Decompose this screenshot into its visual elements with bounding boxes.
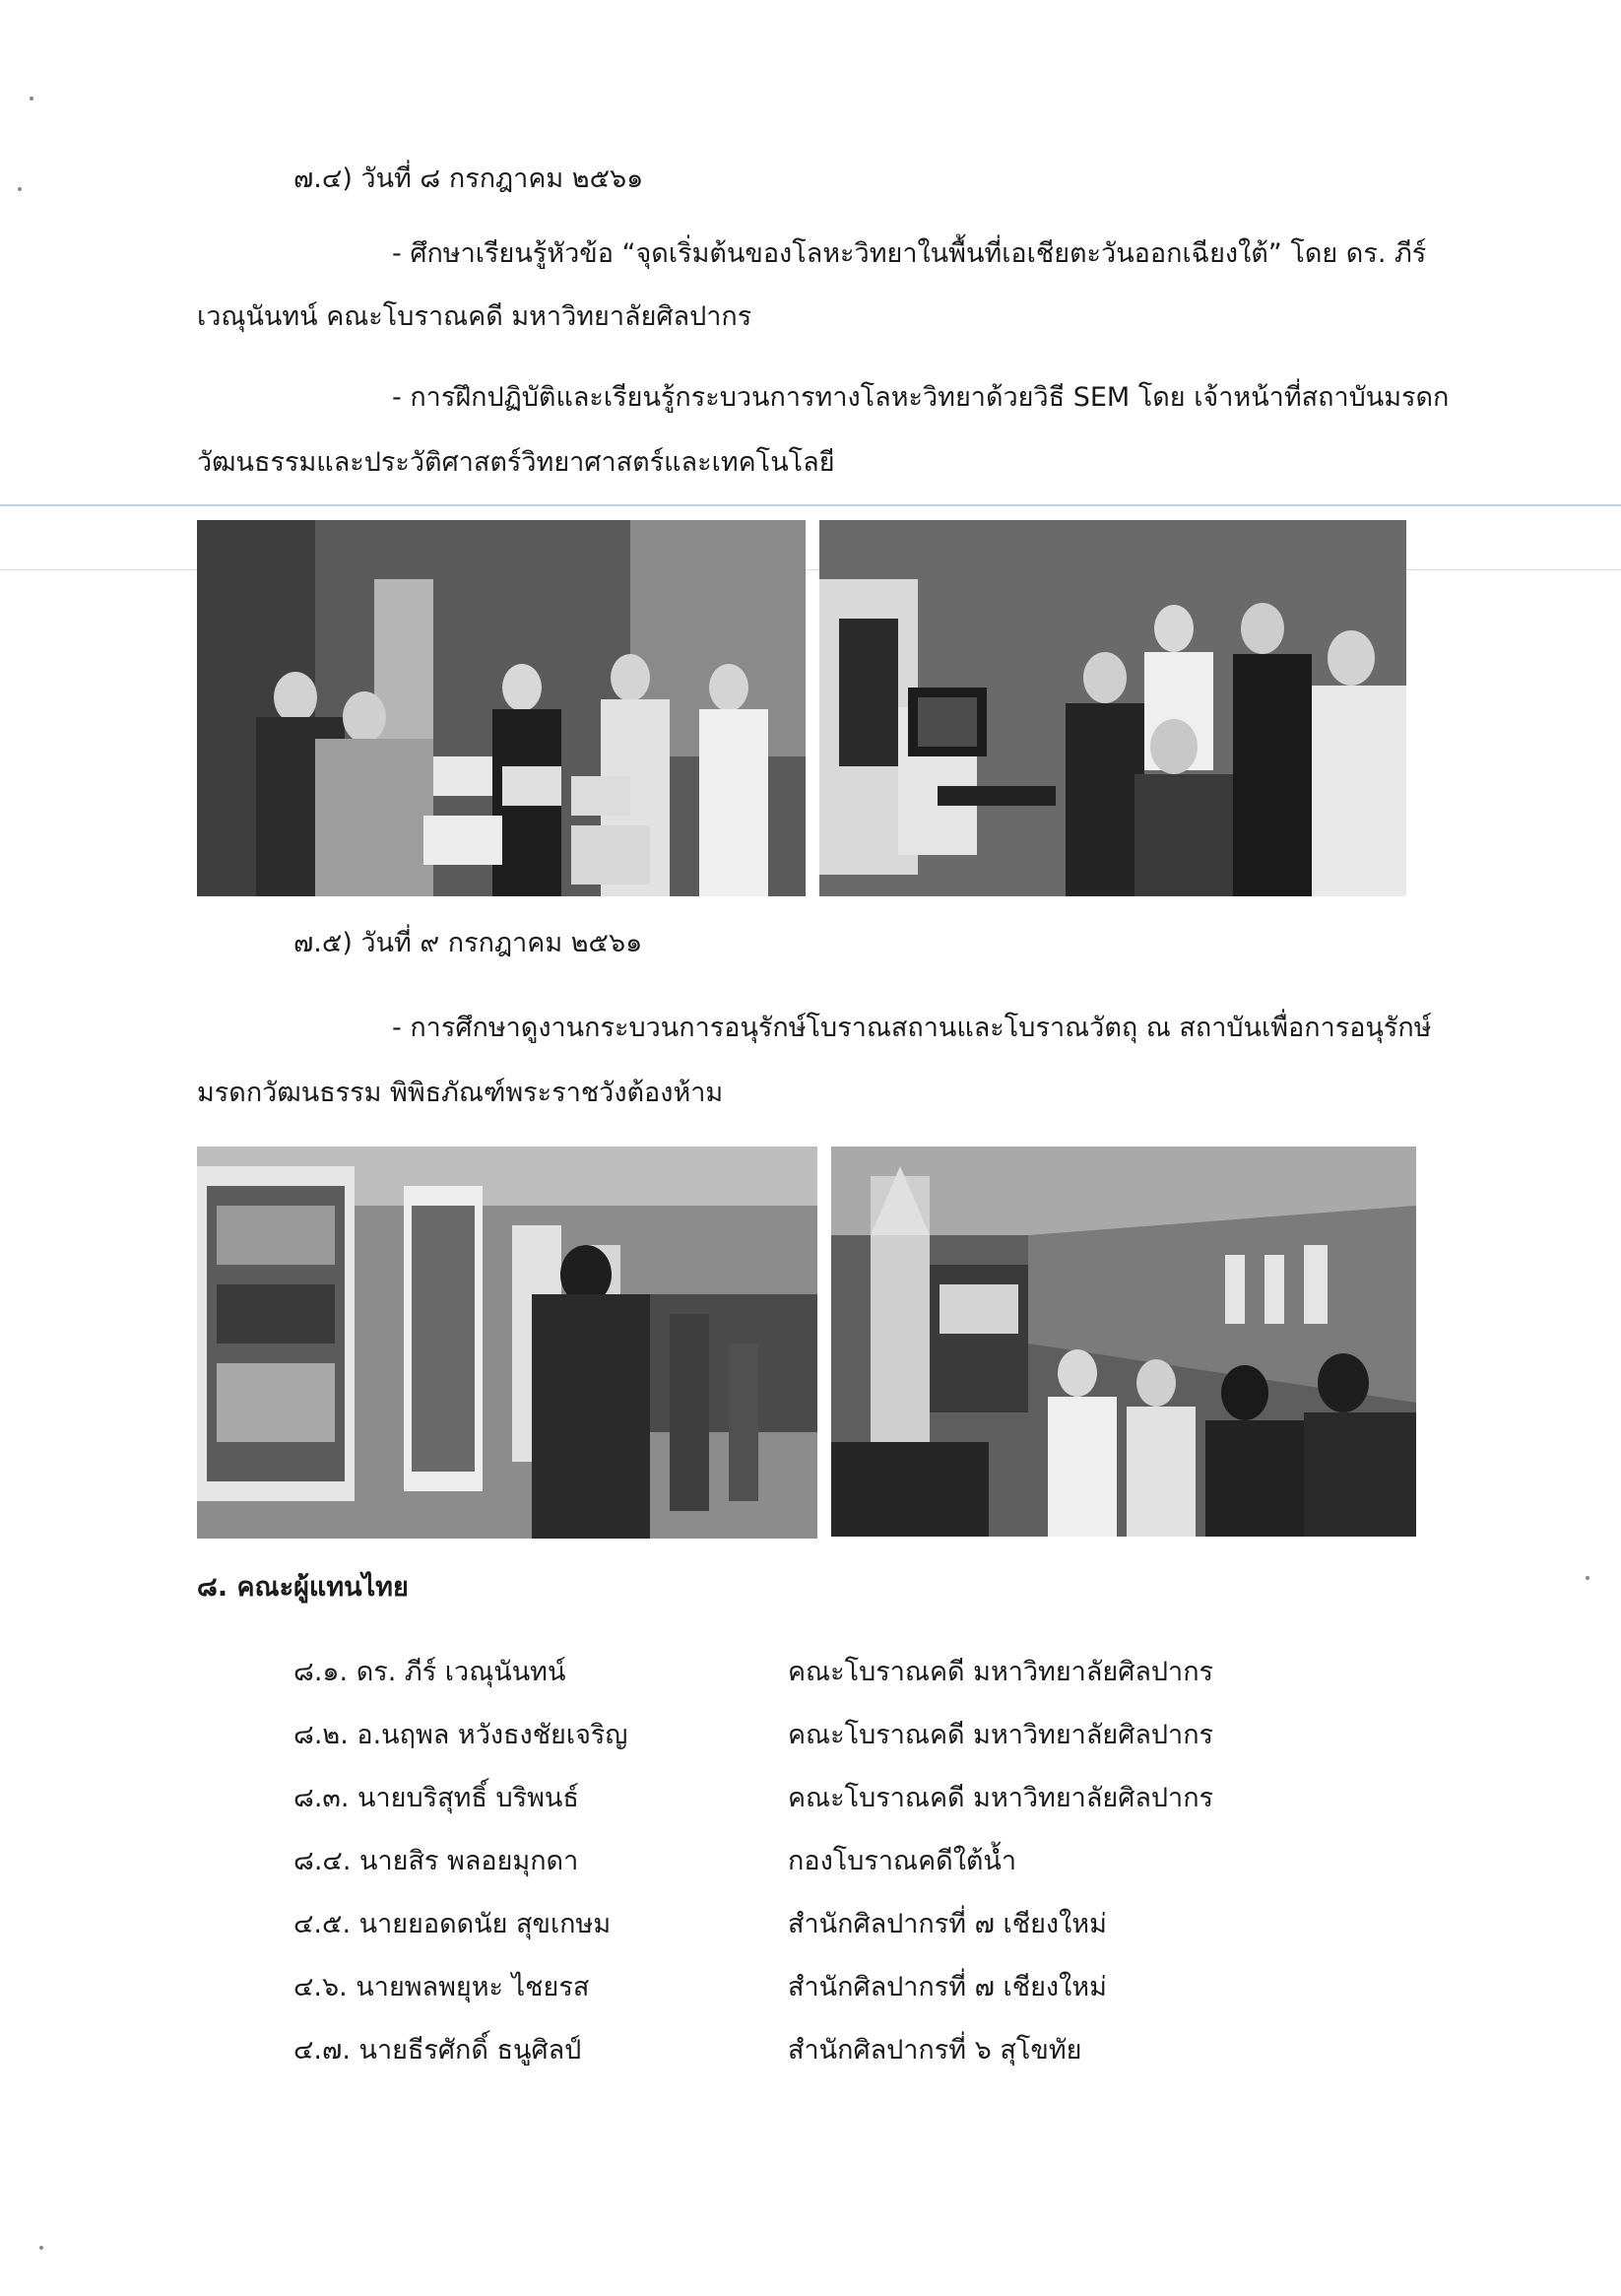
member-name: ๘.๔. นายสิร พลอยมุกดา bbox=[293, 1846, 579, 1876]
day4-item1-line2: เวณุนันทน์ คณะโบราณคดี มหาวิทยาลัยศิลปากร bbox=[197, 301, 752, 332]
photo-museum-corridor bbox=[831, 1147, 1416, 1537]
scan-speck bbox=[18, 187, 22, 191]
member-name: ๔.๕. นายยอดดนัย สุขเกษม bbox=[293, 1909, 612, 1939]
scan-artifact-line bbox=[0, 504, 1621, 506]
scan-speck bbox=[1586, 1576, 1589, 1580]
member-org: สำนักศิลปากรที่ ๖ สุโขทัย bbox=[788, 2035, 1082, 2066]
member-org: สำนักศิลปากรที่ ๗ เชียงใหม่ bbox=[788, 1972, 1107, 2002]
scan-speck bbox=[30, 97, 33, 100]
member-name: ๘.๑. ดร. ภีร์ เวณุนันทน์ bbox=[293, 1657, 566, 1687]
member-name: ๔.๖. นายพลพยุหะ ไชยรส bbox=[293, 1972, 590, 2002]
member-org: สำนักศิลปากรที่ ๗ เชียงใหม่ bbox=[788, 1909, 1107, 1939]
day5-item1-line2: มรดกวัฒนธรรม พิพิธภัณฑ์พระราชวังต้องห้าม bbox=[197, 1078, 724, 1108]
scan-speck bbox=[39, 2246, 43, 2250]
day5-item1-line1: - การศึกษาดูงานกระบวนการอนุรักษ์โบราณสถานและโบราณวัตถุ ณ สถาบันเพื่อการอนุรักษ์ bbox=[392, 1013, 1432, 1043]
day4-item2-line1: - การฝึกปฏิบัติและเรียนรู้กระบวนการทางโลหะวิทยาด้วยวิธี SEM โดย เจ้าหน้าที่สถาบันมรดก bbox=[392, 382, 1450, 413]
member-name: ๘.๒. อ.นฤพล หวังธงชัยเจริญ bbox=[293, 1720, 628, 1750]
member-org: คณะโบราณคดี มหาวิทยาลัยศิลปากร bbox=[788, 1720, 1214, 1750]
member-org: คณะโบราณคดี มหาวิทยาลัยศิลปากร bbox=[788, 1783, 1214, 1813]
member-name: ๘.๓. นายบริสุทธิ์ บริพนธ์ bbox=[293, 1783, 579, 1813]
member-org: คณะโบราณคดี มหาวิทยาลัยศิลปากร bbox=[788, 1657, 1214, 1687]
day4-heading: ๗.๔) วันที่ ๘ กรกฎาคม ๒๕๖๑ bbox=[293, 164, 644, 194]
photo-sem-lab bbox=[819, 520, 1406, 896]
day4-item1-line1: - ศึกษาเรียนรู้หัวข้อ “จุดเริ่มต้นของโลหะวิทยาในพื้นที่เอเชียตะวันออกเฉียงใต้” โดย ดร. ภีร์ bbox=[392, 238, 1427, 269]
photo-lab-workshop bbox=[197, 520, 806, 896]
day4-item2-line2: วัฒนธรรมและประวัติศาสตร์วิทยาศาสตร์และเทคโนโลยี bbox=[197, 447, 835, 478]
section8-heading: ๘. คณะผู้แทนไทย bbox=[197, 1572, 409, 1603]
photo-poster-exhibit bbox=[197, 1147, 817, 1539]
member-org: กองโบราณคดีใต้น้ำ bbox=[788, 1846, 1017, 1876]
member-name: ๔.๗. นายธีรศักดิ์ ธนูศิลป์ bbox=[293, 2035, 582, 2066]
day5-heading: ๗.๕) วันที่ ๙ กรกฎาคม ๒๕๖๑ bbox=[293, 928, 643, 958]
